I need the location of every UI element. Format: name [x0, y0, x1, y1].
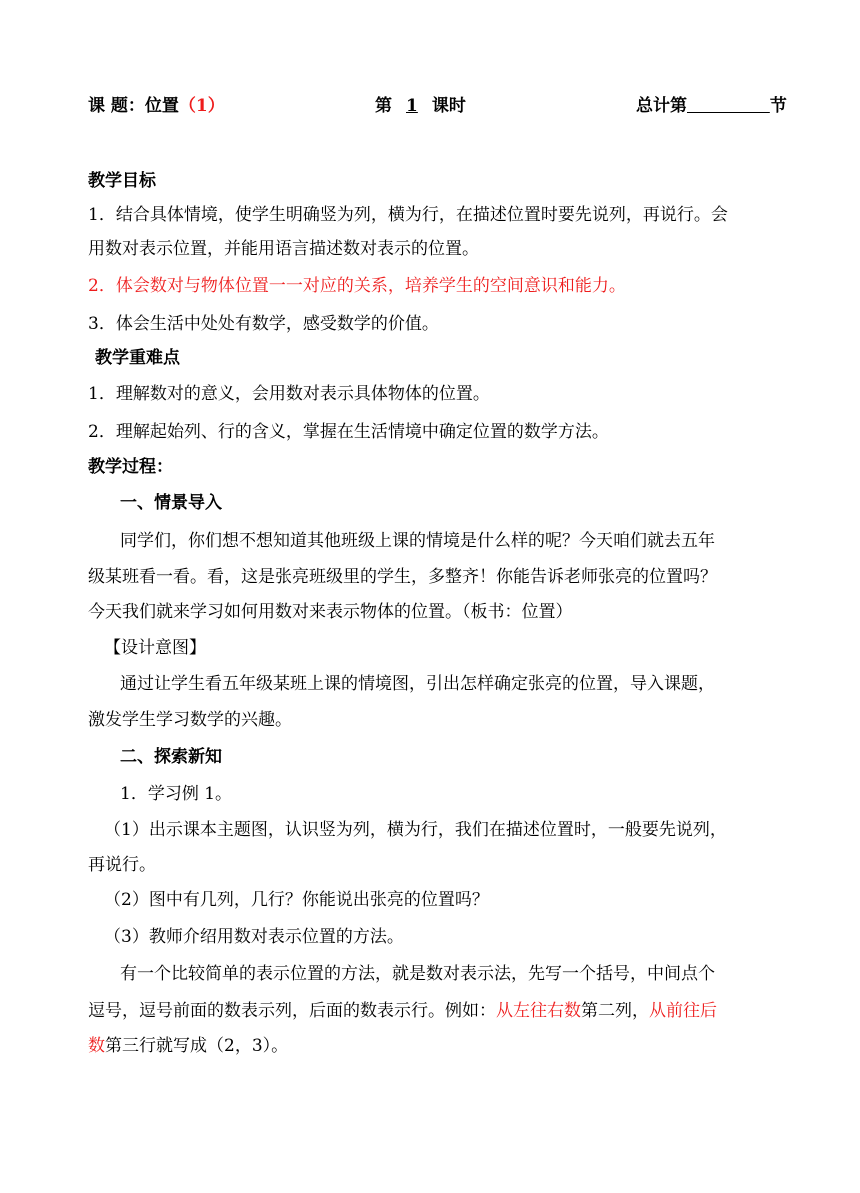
step-1b: （2）图中有几列，几行？你能说出张亮的位置吗？: [104, 890, 489, 910]
highlight-front-to-back: 从前往后: [649, 1001, 717, 1021]
key-point-2: 2．理解起始列、行的含义，掌握在生活情境中确定位置的数学方法。: [88, 422, 609, 442]
highlight-count: 数: [88, 1036, 105, 1056]
total-count-field: 总计第 节: [636, 96, 787, 116]
key-point-1: 1．理解数对的意义，会用数对表示具体物体的位置。: [88, 384, 490, 404]
section-1-title: 一、情景导入: [120, 493, 222, 513]
step-1c: （3）教师介绍用数对表示位置的方法。: [104, 927, 404, 947]
intro-line-2: 级某班看一看。看，这是张亮班级里的学生，多整齐！你能告诉老师张亮的位置吗？: [88, 567, 717, 587]
design-intent-line-2: 激发学生学习数学的兴趣。: [88, 710, 292, 730]
lesson-title-suffix: （1）: [178, 96, 225, 116]
objective-2: 2．体会数对与物体位置一一对应的关系，培养学生的空间意识和能力。: [88, 276, 626, 296]
key-points-heading: 教学重难点: [95, 348, 180, 368]
process-heading: 教学过程：: [88, 457, 173, 477]
method-line-2: 逗号，逗号前面的数表示列，后面的数表示行。例如：从左往右数第二列，从前往后: [88, 1001, 717, 1021]
step-1a-line-2: 再说行。: [88, 855, 156, 875]
objective-1-line-2: 用数对表示位置，并能用语言描述数对表示的位置。: [88, 239, 479, 259]
section-2-title: 二、探索新知: [120, 747, 222, 767]
objective-1-line-1: 1．结合具体情境，使学生明确竖为列，横为行，在描述位置时要先说列，再说行。会: [88, 205, 728, 225]
objective-3: 3．体会生活中处处有数学，感受数学的价值。: [88, 314, 439, 334]
design-intent-line-1: 通过让学生看五年级某班上课的情境图，引出怎样确定张亮的位置，导入课题，: [120, 674, 715, 694]
objectives-heading: 教学目标: [88, 171, 156, 191]
lesson-title-label: 课 题：位置: [88, 96, 179, 116]
method-line-3: 数第三行就写成（2，3）。: [88, 1036, 289, 1056]
method-line-1: 有一个比较简单的表示位置的方法，就是数对表示法，先写一个括号，中间点个: [120, 964, 715, 984]
intro-line-1: 同学们，你们想不想知道其他班级上课的情境是什么样的呢？今天咱们就去五年: [120, 531, 715, 551]
total-count-blank: [687, 96, 770, 116]
lesson-number-value: 1: [406, 96, 418, 116]
highlight-left-to-right: 从左往右数: [496, 1001, 581, 1021]
lesson-number-field: 第 1 课时: [375, 96, 466, 116]
design-intent-label: 【设计意图】: [104, 638, 206, 658]
intro-line-3: 今天我们就来学习如何用数对来表示物体的位置。（板书：位置）: [88, 602, 573, 622]
step-1a-line-1: （1）出示课本主题图，认识竖为列，横为行，我们在描述位置时，一般要先说列，: [104, 820, 727, 840]
step-1: 1．学习例 1。: [120, 784, 233, 804]
